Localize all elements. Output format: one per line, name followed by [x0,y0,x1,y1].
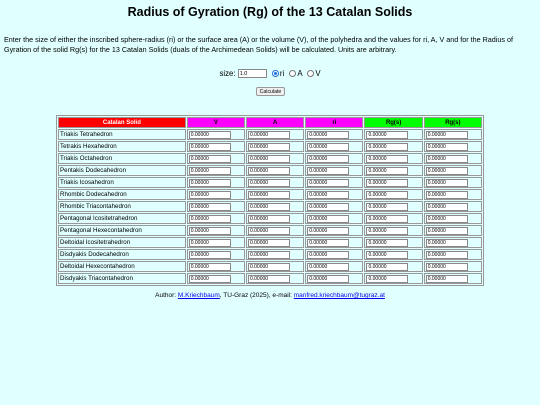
cell-v [187,153,245,164]
solid-name: Disdyakis Triacontahedron [58,273,186,284]
cell-v [187,141,245,152]
table-row [58,273,482,284]
table-header-row [58,117,482,128]
author-link[interactable]: M.Kriechbaum [177,292,220,299]
cell-ri [305,129,363,140]
radio-ri[interactable] [272,70,279,77]
radio-a[interactable] [289,70,296,77]
value-field-v[interactable] [189,275,231,283]
cell-rgs-2 [424,273,482,284]
value-field-ri[interactable] [307,203,349,211]
value-field-rgs-2[interactable] [426,263,468,271]
cell-ri [305,141,363,152]
cell-ri [305,225,363,236]
cell-rgs-1 [364,153,422,164]
cell-v [187,273,245,284]
cell-v [187,129,245,140]
cell-a [246,237,304,248]
page-title: Radius of Gyration (Rg) of the 13 Catalan Solids [127,5,413,19]
cell-rgs-1 [364,237,422,248]
value-field-rgs-1[interactable] [366,239,408,247]
cell-rgs-2 [424,201,482,212]
cell-v [187,189,245,200]
cell-a [246,129,304,140]
cell-a [246,141,304,152]
value-field-rgs-1[interactable] [366,263,408,271]
cell-a [246,165,304,176]
solid-name: Tetrakis Hexahedron [58,141,186,152]
value-field-rgs-2[interactable] [426,131,468,139]
cell-v [187,177,245,188]
cell-rgs-1 [364,273,422,284]
value-field-a[interactable] [248,143,290,151]
cell-rgs-2 [424,129,482,140]
solid-name: Rhombic Dodecahedron [58,189,186,200]
value-field-ri[interactable] [307,179,349,187]
cell-a [246,225,304,236]
value-field-rgs-2[interactable] [426,167,468,175]
value-field-a[interactable] [248,179,290,187]
value-field-rgs-2[interactable] [426,203,468,211]
value-field-v[interactable] [189,227,231,235]
value-field-v[interactable] [189,155,231,163]
cell-ri [305,261,363,272]
cell-ri [305,177,363,188]
cell-rgs-1 [364,225,422,236]
cell-rgs-2 [424,141,482,152]
value-field-rgs-2[interactable] [426,155,468,163]
value-field-a[interactable] [248,215,290,223]
calculate-button[interactable]: Calculate [256,87,285,96]
footer [0,292,540,299]
value-field-a[interactable] [248,275,290,283]
solid-name: Triakis Icosahedron [58,177,186,188]
solid-name: Rhombic Triacontahedron [58,201,186,212]
cell-a [246,201,304,212]
value-field-ri[interactable] [307,251,349,259]
value-field-rgs-1[interactable] [366,251,408,259]
value-field-rgs-1[interactable] [366,191,408,199]
cell-rgs-2 [424,225,482,236]
value-field-ri[interactable] [307,227,349,235]
value-field-v[interactable] [189,203,231,211]
value-field-rgs-2[interactable] [426,275,468,283]
cell-a [246,249,304,260]
table-row [58,225,482,236]
value-field-a[interactable] [248,251,290,259]
value-field-ri[interactable] [307,167,349,175]
table-row [58,177,482,188]
cell-rgs-1 [364,141,422,152]
value-field-ri[interactable] [307,143,349,151]
cell-rgs-2 [424,153,482,164]
cell-ri [305,153,363,164]
solid-name: Disdyakis Dodecahedron [58,249,186,260]
cell-rgs-2 [424,189,482,200]
value-field-v[interactable] [189,263,231,271]
value-field-rgs-2[interactable] [426,215,468,223]
email-link[interactable]: manfred.kriechbaum@tugraz.at [293,292,385,299]
cell-rgs-2 [424,249,482,260]
results-table [56,115,484,286]
cell-v [187,201,245,212]
solid-name: Triakis Octahedron [58,153,186,164]
value-field-ri[interactable] [307,131,349,139]
table-row [58,189,482,200]
value-field-rgs-2[interactable] [426,179,468,187]
value-field-v[interactable] [189,143,231,151]
value-field-v[interactable] [189,131,231,139]
value-field-rgs-1[interactable] [366,275,408,283]
value-field-v[interactable] [189,167,231,175]
radio-v-label: V [315,69,321,78]
value-field-a[interactable] [248,239,290,247]
solid-name: Deltoidal Icositetrahedron [58,237,186,248]
value-field-rgs-2[interactable] [426,191,468,199]
cell-ri [305,249,363,260]
table-row [58,213,482,224]
cell-ri [305,165,363,176]
value-field-a[interactable] [248,191,290,199]
value-field-rgs-1[interactable] [366,155,408,163]
table-row [58,165,482,176]
cell-rgs-2 [424,237,482,248]
solid-name: Triakis Tetrahedron [58,129,186,140]
cell-v [187,213,245,224]
solid-name: Pentagonal Icositetrahedron [58,213,186,224]
solid-name: Pentakis Dodecahedron [58,165,186,176]
cell-v [187,261,245,272]
cell-rgs-1 [364,177,422,188]
value-field-ri[interactable] [307,275,349,283]
value-field-a[interactable] [248,227,290,235]
header-a: A [246,117,304,128]
cell-v [187,249,245,260]
value-field-rgs-1[interactable] [366,143,408,151]
cell-rgs-1 [364,189,422,200]
cell-rgs-2 [424,213,482,224]
size-label: size: [219,69,236,78]
value-field-ri[interactable] [307,191,349,199]
value-field-ri[interactable] [307,215,349,223]
value-field-a[interactable] [248,203,290,211]
value-field-rgs-1[interactable] [366,227,408,235]
cell-v [187,225,245,236]
cell-a [246,261,304,272]
value-field-a[interactable] [248,263,290,271]
cell-rgs-1 [364,201,422,212]
value-field-rgs-2[interactable] [426,143,468,151]
radio-ri-label: ri [279,69,285,78]
value-field-v[interactable] [189,251,231,259]
table-row [58,153,482,164]
cell-ri [305,237,363,248]
header-v: V [187,117,245,128]
solid-name: Deltoidal Hexecontahedron [58,261,186,272]
size-input[interactable] [238,69,267,78]
cell-v [187,165,245,176]
cell-v [187,237,245,248]
footer-prefix: Author: [155,292,178,299]
cell-rgs-1 [364,165,422,176]
cell-a [246,189,304,200]
value-field-rgs-1[interactable] [366,203,408,211]
radio-a-label: A [297,69,303,78]
cell-a [246,213,304,224]
cell-ri [305,273,363,284]
value-field-rgs-1[interactable] [366,215,408,223]
header-catalan-solid: Catalan Solid [58,117,186,128]
cell-ri [305,213,363,224]
header-ri: ri [305,117,363,128]
table-row [58,201,482,212]
radio-v[interactable] [307,70,314,77]
intro-text: Enter the size of either the inscribed sphere-radius (ri) or the surface area (A) or the volume (V), of the polyhedra and the values for ri, A, V and for the Radius of Gyration of the solid Rg(s) for the 13 Catalan Solids (duals of the Archimedean Solids) will be calculated. Units are arbitrary. [4,35,513,54]
cell-ri [305,189,363,200]
value-field-a[interactable] [248,155,290,163]
cell-rgs-1 [364,213,422,224]
cell-a [246,273,304,284]
value-field-rgs-2[interactable] [426,227,468,235]
table-row [58,249,482,260]
cell-rgs-1 [364,249,422,260]
cell-rgs-1 [364,261,422,272]
value-field-rgs-1[interactable] [366,131,408,139]
cell-a [246,153,304,164]
footer-middle: , TU-Graz (2025), e-mail: [219,292,294,299]
value-field-rgs-2[interactable] [426,239,468,247]
cell-a [246,177,304,188]
value-field-rgs-1[interactable] [366,167,408,175]
size-row [0,68,540,79]
cell-rgs-2 [424,261,482,272]
value-field-v[interactable] [189,191,231,199]
value-field-v[interactable] [189,215,231,223]
table-row [58,129,482,140]
value-field-ri[interactable] [307,263,349,271]
cell-ri [305,201,363,212]
cell-rgs-2 [424,165,482,176]
value-field-rgs-1[interactable] [366,179,408,187]
header-rgs-1: Rg(s) [364,117,422,128]
table-row [58,237,482,248]
value-field-a[interactable] [248,131,290,139]
table-row [58,141,482,152]
table-row [58,261,482,272]
header-rgs-2: Rg(s) [424,117,482,128]
value-field-ri[interactable] [307,239,349,247]
solid-name: Pentagonal Hexecontahedron [58,225,186,236]
value-field-rgs-2[interactable] [426,251,468,259]
value-field-v[interactable] [189,239,231,247]
cell-rgs-2 [424,177,482,188]
value-field-ri[interactable] [307,155,349,163]
value-field-v[interactable] [189,179,231,187]
cell-rgs-1 [364,129,422,140]
value-field-a[interactable] [248,167,290,175]
